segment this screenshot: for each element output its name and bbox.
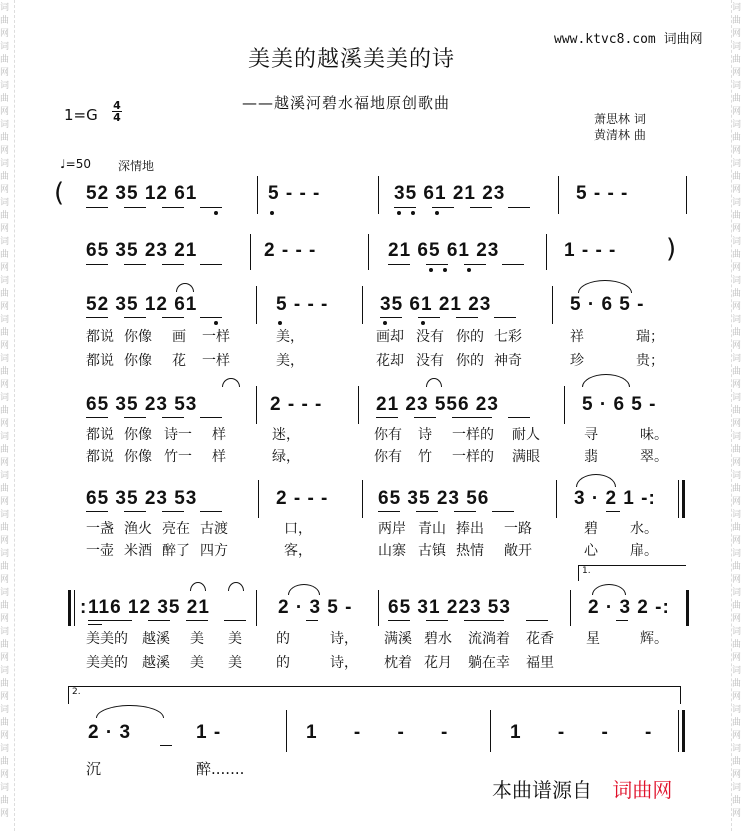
underline — [162, 511, 184, 512]
watermark-glyph: 曲 — [0, 16, 10, 26]
measure: 2 · 3 5 - — [278, 597, 353, 618]
key-signature: 1=G — [64, 106, 98, 124]
watermark-glyph: 曲 — [732, 55, 742, 65]
watermark-glyph: 网 — [0, 653, 10, 663]
barline — [378, 590, 379, 626]
watermark-glyph: 曲 — [732, 640, 742, 650]
measure: 65 35 23 53 — [86, 488, 198, 509]
watermark-glyph: 曲 — [0, 250, 10, 260]
volta-2-label: 2. — [72, 687, 81, 697]
measure: 5 - - - — [576, 183, 629, 204]
watermark-glyph: 曲 — [732, 562, 742, 572]
watermark-glyph: 曲 — [732, 406, 742, 416]
tie-arc — [176, 283, 194, 292]
barline — [546, 234, 547, 270]
underline — [432, 207, 454, 208]
measure: 21 65 61 23 — [388, 240, 500, 261]
tie-arc — [578, 280, 632, 293]
watermark-glyph: 词 — [732, 432, 742, 442]
watermark-glyph: 网 — [732, 185, 742, 195]
underline — [162, 264, 184, 265]
watermark-glyph: 词 — [732, 588, 742, 598]
underline — [200, 264, 222, 265]
underline — [388, 264, 410, 265]
repeat-open-paren: ( — [54, 178, 65, 208]
barline — [564, 386, 565, 424]
underline — [454, 511, 476, 512]
volta-1-bracket — [578, 565, 686, 566]
low-octave-dot — [429, 268, 433, 272]
low-octave-dot — [214, 321, 218, 325]
repeat-start-barline — [68, 590, 71, 626]
tie-arc — [582, 374, 630, 387]
watermark-glyph: 词 — [732, 315, 742, 325]
watermark-glyph: 网 — [732, 731, 742, 741]
underline — [86, 417, 108, 418]
watermark-glyph: 曲 — [0, 328, 10, 338]
watermark-glyph: 曲 — [0, 211, 10, 221]
watermark-glyph: 词 — [732, 42, 742, 52]
watermark-glyph: 词 — [0, 198, 10, 208]
time-signature — [112, 100, 122, 123]
barline — [552, 286, 553, 324]
low-octave-dot — [397, 211, 401, 215]
site-name: 词曲网 — [663, 32, 703, 47]
repeat-end-barline — [682, 480, 685, 518]
watermark-glyph: 网 — [0, 341, 10, 351]
barline — [368, 234, 369, 270]
low-octave-dot — [383, 321, 387, 325]
measure: 1 - - - — [564, 240, 617, 261]
watermark-glyph: 网 — [732, 302, 742, 312]
watermark-glyph: 曲 — [0, 679, 10, 689]
tie-arc — [228, 582, 244, 591]
watermark-glyph: 网 — [732, 107, 742, 117]
watermark-glyph: 曲 — [0, 523, 10, 533]
watermark-glyph: 词 — [0, 3, 10, 13]
barline — [558, 176, 559, 214]
watermark-glyph: 词 — [732, 237, 742, 247]
low-octave-dot — [435, 211, 439, 215]
watermark-glyph: 网 — [0, 536, 10, 546]
watermark-glyph: 词 — [732, 198, 742, 208]
watermark-glyph: 曲 — [0, 562, 10, 572]
watermark-glyph: 网 — [0, 302, 10, 312]
underline — [200, 207, 222, 208]
watermark-glyph: 网 — [0, 458, 10, 468]
underline — [378, 511, 400, 512]
watermark-glyph: 网 — [732, 614, 742, 624]
underline — [502, 264, 524, 265]
underline — [224, 620, 246, 621]
watermark-glyph: 曲 — [0, 640, 10, 650]
watermark-glyph: 词 — [0, 510, 10, 520]
underline — [200, 317, 222, 318]
underline — [124, 511, 146, 512]
watermark-glyph: 词 — [732, 510, 742, 520]
watermark-glyph: 词 — [0, 120, 10, 130]
underline — [86, 317, 108, 318]
source-text: 本曲谱源自 — [492, 778, 592, 802]
source-site-link[interactable]: 词曲网 — [612, 778, 673, 802]
underline — [464, 620, 504, 621]
underline — [414, 417, 436, 418]
site-header — [554, 28, 703, 47]
watermark-glyph: 网 — [732, 536, 742, 546]
watermark-glyph: 曲 — [732, 367, 742, 377]
tie-arc — [426, 378, 442, 387]
barline — [678, 710, 679, 752]
right-watermark-strip — [731, 0, 746, 831]
underline — [606, 511, 620, 512]
measure: 5 - - - — [268, 183, 321, 204]
measure: 1 - - - — [510, 722, 653, 743]
underline — [394, 207, 416, 208]
watermark-glyph: 曲 — [732, 133, 742, 143]
watermark-glyph: 网 — [732, 224, 742, 234]
watermark-glyph: 词 — [732, 276, 742, 286]
measure: 2 · 3 2 -: — [588, 597, 670, 618]
time-signature-bottom: 4 — [113, 111, 121, 124]
watermark-glyph: 曲 — [732, 289, 742, 299]
barline — [362, 286, 363, 324]
underline — [426, 264, 448, 265]
time-signature-top: 4 — [113, 99, 121, 112]
watermark-glyph: 词 — [732, 549, 742, 559]
watermark-glyph: 词 — [0, 42, 10, 52]
watermark-glyph: 词 — [732, 393, 742, 403]
underline — [376, 417, 398, 418]
watermark-glyph: 曲 — [732, 328, 742, 338]
watermark-glyph: 网 — [732, 497, 742, 507]
song-title: 美美的越溪美美的诗 — [248, 47, 456, 72]
barline — [358, 386, 359, 424]
watermark-glyph: 词 — [732, 354, 742, 364]
watermark-glyph: 词 — [732, 120, 742, 130]
measure: 21 23 556 23 — [376, 394, 499, 415]
watermark-glyph: 曲 — [0, 718, 10, 728]
watermark-glyph: 词 — [0, 627, 10, 637]
watermark-glyph: 词 — [732, 159, 742, 169]
watermark-glyph: 词 — [0, 432, 10, 442]
watermark-glyph: 网 — [732, 809, 742, 819]
watermark-glyph: 网 — [732, 419, 742, 429]
watermark-glyph: 曲 — [732, 16, 742, 26]
watermark-glyph: 曲 — [732, 484, 742, 494]
underline — [492, 511, 514, 512]
underline — [494, 317, 516, 318]
watermark-glyph: 网 — [732, 68, 742, 78]
low-octave-dot — [421, 321, 425, 325]
measure: 2 - - - — [264, 240, 317, 261]
watermark-glyph: 曲 — [732, 250, 742, 260]
watermark-glyph: 网 — [732, 653, 742, 663]
underline — [508, 207, 530, 208]
watermark-glyph: 网 — [0, 68, 10, 78]
watermark-glyph: 词 — [0, 471, 10, 481]
barline — [250, 234, 251, 270]
measure: 2 - - - — [276, 488, 329, 509]
watermark-glyph: 曲 — [732, 601, 742, 611]
watermark-glyph: 词 — [0, 393, 10, 403]
underline — [186, 620, 208, 621]
volta-1-label: 1. — [582, 566, 591, 576]
watermark-glyph: 网 — [0, 770, 10, 780]
underline — [124, 264, 146, 265]
barline — [686, 176, 687, 214]
watermark-glyph: 词 — [0, 666, 10, 676]
tempo-mark: ♩=50 — [60, 157, 91, 171]
volta-1-bracket-edge — [578, 565, 579, 581]
watermark-glyph: 曲 — [0, 484, 10, 494]
measure: 65 35 23 21 — [86, 240, 198, 261]
source-note — [492, 774, 672, 803]
watermark-glyph: 词 — [732, 666, 742, 676]
tie-arc — [288, 584, 320, 595]
barline — [256, 286, 257, 324]
underline — [526, 620, 548, 621]
watermark-glyph: 网 — [732, 29, 742, 39]
measure: 65 31 223 53 — [388, 597, 511, 618]
final-barline — [682, 710, 685, 752]
underline — [452, 417, 492, 418]
low-octave-dot — [411, 211, 415, 215]
watermark-glyph: 词 — [732, 471, 742, 481]
watermark-glyph: 词 — [0, 276, 10, 286]
measure: 65 35 23 56 — [378, 488, 490, 509]
site-url: www.ktvc8.com — [554, 32, 656, 47]
measure: 52 35 12 61 — [86, 183, 198, 204]
watermark-glyph: 词 — [0, 549, 10, 559]
watermark-glyph: 网 — [732, 341, 742, 351]
measure: 52 35 12 61 — [86, 294, 198, 315]
measure: 116 12 35 21 — [88, 597, 210, 618]
watermark-glyph: 网 — [0, 575, 10, 585]
low-octave-dot — [443, 268, 447, 272]
repeat-close-paren: ) — [666, 234, 677, 264]
low-octave-dot — [214, 211, 218, 215]
watermark-glyph: 曲 — [0, 55, 10, 65]
watermark-glyph: 曲 — [0, 133, 10, 143]
measure: 35 61 21 23 — [380, 294, 492, 315]
underline — [200, 417, 222, 418]
low-octave-dot — [467, 268, 471, 272]
measure: 2 - - - — [270, 394, 323, 415]
underline — [88, 620, 132, 621]
watermark-glyph: 网 — [0, 263, 10, 273]
measure: 3 · 2 1 -: — [574, 488, 656, 509]
barline — [556, 480, 557, 518]
measure: 5 · 6 5 - — [570, 294, 645, 315]
volta-2-bracket-edge — [68, 686, 69, 704]
measure: 35 61 21 23 — [394, 183, 506, 204]
underline — [508, 417, 530, 418]
repeat-end-barline — [686, 590, 689, 626]
underline — [162, 317, 184, 318]
expression-mark: 深情地 — [118, 159, 155, 173]
low-octave-dot — [278, 321, 282, 325]
underline — [124, 207, 146, 208]
watermark-glyph: 词 — [0, 744, 10, 754]
watermark-glyph: 词 — [732, 627, 742, 637]
watermark-glyph: 网 — [0, 614, 10, 624]
underline — [470, 207, 492, 208]
watermark-glyph: 词 — [0, 588, 10, 598]
barline — [678, 480, 679, 518]
underline — [380, 317, 402, 318]
barline — [74, 590, 75, 626]
watermark-glyph: 曲 — [0, 601, 10, 611]
measure: 65 35 23 53 — [86, 394, 198, 415]
underline — [88, 624, 102, 625]
watermark-glyph: 网 — [0, 419, 10, 429]
underline — [200, 511, 222, 512]
underline — [86, 264, 108, 265]
low-octave-dot — [270, 211, 274, 215]
barline — [490, 710, 491, 752]
watermark-glyph: 网 — [0, 692, 10, 702]
tie-arc — [592, 584, 626, 595]
watermark-glyph: 词 — [0, 159, 10, 169]
underline — [160, 745, 172, 746]
watermark-glyph: 曲 — [0, 406, 10, 416]
watermark-glyph: 网 — [732, 458, 742, 468]
watermark-glyph: 网 — [732, 380, 742, 390]
measure: 2 · 3 — [88, 722, 132, 743]
watermark-glyph: 网 — [0, 731, 10, 741]
underline — [162, 417, 184, 418]
barline — [257, 176, 258, 214]
underline — [162, 207, 184, 208]
measure: 1 - - - — [306, 722, 449, 743]
watermark-glyph: 网 — [0, 224, 10, 234]
underline — [86, 511, 108, 512]
watermark-glyph: 词 — [732, 744, 742, 754]
watermark-glyph: 词 — [0, 237, 10, 247]
underline — [616, 620, 628, 621]
watermark-glyph: 曲 — [732, 757, 742, 767]
song-subtitle: ——越溪河碧水福地原创歌曲 — [242, 94, 451, 112]
measure: 5 - - - — [276, 294, 329, 315]
underline — [86, 207, 108, 208]
watermark-glyph: 网 — [0, 809, 10, 819]
barline — [362, 480, 363, 518]
watermark-glyph: 词 — [732, 3, 742, 13]
underline — [464, 264, 486, 265]
watermark-glyph: 曲 — [0, 289, 10, 299]
barline — [256, 590, 257, 626]
watermark-glyph: 曲 — [732, 211, 742, 221]
tie-arc — [96, 705, 164, 718]
barline — [286, 710, 287, 752]
watermark-glyph: 曲 — [0, 172, 10, 182]
watermark-glyph: 曲 — [732, 445, 742, 455]
watermark-glyph: 词 — [732, 705, 742, 715]
measure-start: : — [80, 597, 88, 618]
underline — [124, 317, 146, 318]
watermark-glyph: 词 — [0, 705, 10, 715]
watermark-glyph: 曲 — [0, 757, 10, 767]
underline — [418, 317, 440, 318]
watermark-glyph: 曲 — [0, 445, 10, 455]
watermark-glyph: 词 — [732, 783, 742, 793]
measure: 1 - — [196, 722, 222, 743]
watermark-glyph: 网 — [732, 146, 742, 156]
watermark-glyph: 曲 — [732, 523, 742, 533]
watermark-glyph: 词 — [0, 354, 10, 364]
watermark-glyph: 网 — [732, 770, 742, 780]
watermark-glyph: 曲 — [0, 94, 10, 104]
lyricist: 萧思林 词 — [594, 112, 646, 126]
watermark-glyph: 网 — [0, 29, 10, 39]
watermark-glyph: 网 — [732, 263, 742, 273]
underline — [426, 620, 448, 621]
watermark-glyph: 词 — [0, 81, 10, 91]
watermark-glyph: 曲 — [732, 172, 742, 182]
watermark-glyph: 网 — [0, 497, 10, 507]
volta-2-bracket-edge — [680, 686, 681, 704]
underline — [388, 620, 410, 621]
tie-arc — [222, 378, 240, 387]
watermark-glyph: 曲 — [732, 94, 742, 104]
underline — [124, 417, 146, 418]
watermark-glyph: 网 — [0, 107, 10, 117]
barline — [378, 176, 379, 214]
watermark-glyph: 曲 — [0, 796, 10, 806]
volta-2-bracket — [68, 686, 680, 687]
underline — [456, 317, 478, 318]
underline — [416, 511, 438, 512]
watermark-glyph: 词 — [732, 81, 742, 91]
barline — [258, 480, 259, 518]
measure: 5 · 6 5 - — [582, 394, 657, 415]
underline — [306, 620, 318, 621]
barline — [570, 590, 571, 626]
underline — [148, 620, 170, 621]
tie-arc — [190, 582, 206, 591]
watermark-glyph: 曲 — [732, 679, 742, 689]
watermark-glyph: 曲 — [0, 367, 10, 377]
watermark-glyph: 网 — [0, 185, 10, 195]
watermark-glyph: 词 — [0, 783, 10, 793]
left-watermark-strip — [0, 0, 15, 831]
watermark-glyph: 网 — [0, 146, 10, 156]
composer: 黄清林 曲 — [594, 128, 646, 142]
tie-arc — [576, 474, 616, 487]
watermark-glyph: 网 — [732, 692, 742, 702]
watermark-glyph: 网 — [0, 380, 10, 390]
watermark-glyph: 曲 — [732, 718, 742, 728]
barline — [256, 386, 257, 424]
watermark-glyph: 网 — [732, 575, 742, 585]
watermark-glyph: 曲 — [732, 796, 742, 806]
watermark-glyph: 词 — [0, 315, 10, 325]
